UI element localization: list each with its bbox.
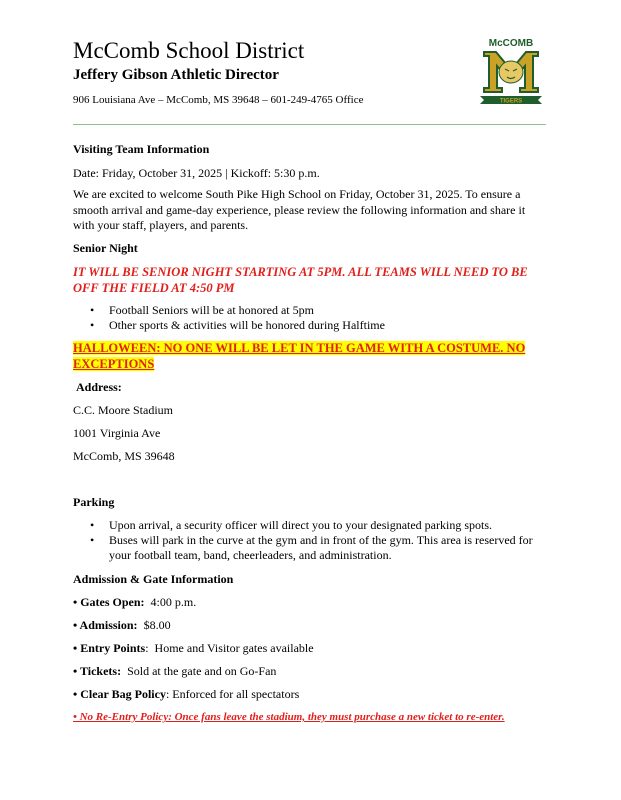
gates-open-row — [73, 595, 196, 610]
row-label: • Gates Open: — [73, 595, 145, 609]
row-value: : Enforced for all spectators — [165, 687, 300, 701]
logo-banner-text: TIGERS — [499, 98, 523, 105]
row-label: • Clear Bag Policy — [73, 687, 166, 701]
entry-points-row — [73, 641, 314, 656]
tickets-row — [73, 664, 276, 679]
office-address: 906 Louisiana Ave – McComb, MS 39648 – 601-249-4765 Office — [73, 94, 364, 106]
admission-price-row — [73, 618, 171, 633]
page-title: McComb School District — [73, 38, 305, 63]
senior-night-notice: IT WILL BE SENIOR NIGHT STARTING AT 5PM. ALL TEAMS WILL NEED TO BE OFF THE FIELD AT 4:50 PM — [73, 265, 528, 295]
row-value: : Home and Visitor gates available — [145, 641, 314, 655]
list-item: • Football Seniors will be at honored at 5pm — [90, 303, 550, 318]
row-value: $8.00 — [137, 618, 171, 632]
mccomb-tigers-logo — [476, 36, 546, 108]
row-value: Sold at the gate and on Go-Fan — [121, 664, 277, 678]
address-heading: Address: — [76, 380, 122, 394]
halloween-notice: HALLOWEEN: NO ONE WILL BE LET IN THE GAME WITH A COSTUME. NO EXCEPTIONS — [73, 341, 526, 371]
row-label: • Admission: — [73, 618, 138, 632]
list-item: • Buses will park in the curve at the gym and in front of the gym. This area is reserved for your football team, band, cheerleaders, and administration. — [90, 533, 550, 563]
list-item: • Upon arrival, a security officer will direct you to your designated parking spots. — [90, 518, 550, 533]
stadium-city: McComb, MS 39648 — [73, 449, 175, 463]
parking-heading: Parking — [73, 495, 115, 509]
admission-heading: Admission & Gate Information — [73, 572, 234, 586]
page-subtitle: Jeffery Gibson Athletic Director — [73, 67, 279, 83]
stadium-name: C.C. Moore Stadium — [73, 403, 174, 417]
senior-night-heading: Senior Night — [73, 241, 138, 255]
date-line: Date: Friday, October 31, 2025 | Kickoff: 5:30 p.m. — [73, 166, 320, 180]
list-item: • Other sports & activities will be honored during Halftime — [90, 318, 550, 333]
clear-bag-row — [73, 687, 299, 702]
row-label: • Tickets: — [73, 664, 122, 678]
senior-bullets — [90, 303, 550, 333]
visiting-heading: Visiting Team Information — [73, 142, 210, 156]
row-label: • Entry Points — [73, 641, 146, 655]
parking-bullets — [90, 518, 550, 563]
halloween-notice-wrap — [73, 341, 548, 372]
logo-top-text: McCOMB — [488, 38, 534, 49]
intro-paragraph: We are excited to welcome South Pike High School on Friday, October 31, 2025. To ensure a smooth arrival and game-day experience, please review the following information and share it with your staff, players, and parents. — [73, 187, 526, 232]
header-divider — [73, 124, 546, 125]
no-reentry-policy: • No Re-Entry Policy: Once fans leave the stadium, they must purchase a new ticket to re-enter. — [73, 711, 505, 723]
stadium-street: 1001 Virginia Ave — [73, 426, 161, 440]
row-value: 4:00 p.m. — [144, 595, 197, 609]
